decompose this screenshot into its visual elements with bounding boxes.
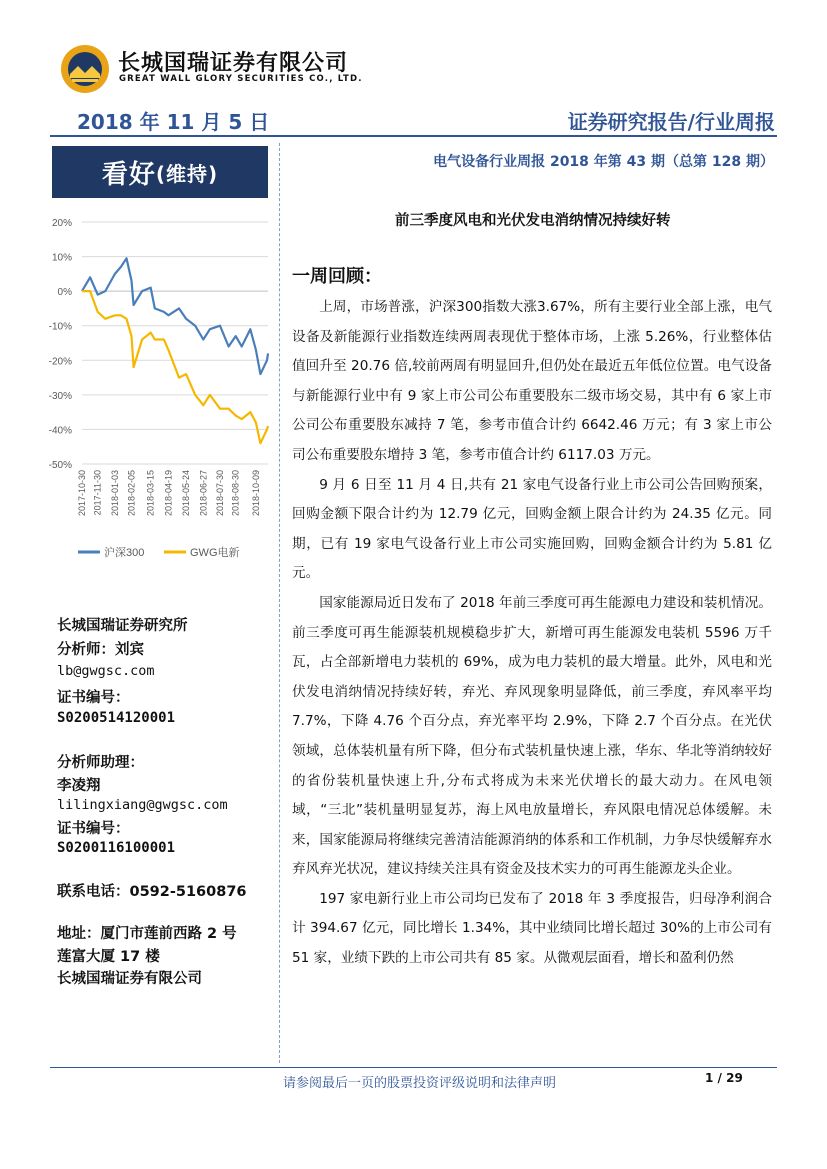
rating-main: 看好 bbox=[101, 159, 156, 190]
cert-label: 证书编号： bbox=[57, 690, 130, 706]
footer-divider bbox=[50, 1067, 777, 1068]
contact-phone: 联系电话：0592-5160876 bbox=[57, 884, 247, 900]
x-tick-label: 2018-01-03 bbox=[109, 470, 120, 517]
x-tick-label: 2018-06-27 bbox=[198, 470, 209, 517]
body-paragraph: 9 月 6 日至 11 月 4 日,共有 21 家电气设备行业上市公司公告回购预案，回购金额下限合计约为 12.79 亿元，回购金额上限合计约为 24.35 亿元。同期，已有 19 家电气设备行业上市公司实施回购，回购金额合计约为 5.81 亿元。 bbox=[292, 476, 772, 582]
address-line: 地址：厦门市莲前西路 2 号 bbox=[57, 926, 237, 942]
x-tick-label: 2018-08-30 bbox=[230, 470, 241, 517]
header-divider bbox=[50, 135, 777, 137]
company-name-en: GREAT WALL GLORY SECURITIES CO., LTD. bbox=[119, 74, 363, 84]
address-line: 莲富大厦 17 楼 bbox=[57, 949, 160, 965]
institute-name: 长城国瑞证券研究所 bbox=[57, 618, 188, 634]
body-paragraph: 197 家电新行业上市公司均已发布了 2018 年 3 季度报告，归母净利润合计 394.67 亿元，同比增长 1.34%，其中业绩同比增长超过 30%的上市公司有 51 家，业绩下跌的上市公司共有 85 家。从微观层面看，增长和盈利仍然 bbox=[292, 890, 772, 967]
x-tick-label: 2018-03-15 bbox=[145, 470, 156, 517]
x-tick-label: 2017-11-30 bbox=[92, 470, 103, 516]
performance-chart bbox=[40, 212, 275, 572]
assistant-email[interactable]: lilingxiang@gwgsc.com bbox=[57, 797, 228, 813]
article-title: 前三季度风电和光伏发电消纳情况持续好转 bbox=[395, 213, 671, 229]
analyst-name: 分析师：刘宾 bbox=[57, 642, 144, 658]
assistant-label: 分析师助理： bbox=[57, 755, 144, 771]
x-tick-label: 2018-02-05 bbox=[126, 470, 137, 517]
y-tick-label: -10% bbox=[48, 321, 72, 333]
section-heading: 一周回顾： bbox=[292, 266, 382, 287]
y-tick-label: 20% bbox=[51, 218, 72, 229]
analyst-email[interactable]: lb@gwgsc.com bbox=[57, 663, 155, 679]
company-name-cn: 长城国瑞证券有限公司 bbox=[118, 51, 349, 76]
analyst-cert-number: S0200514120001 bbox=[57, 710, 176, 726]
x-tick-label: 2018-05-24 bbox=[181, 470, 192, 517]
address-line: 长城国瑞证券有限公司 bbox=[57, 971, 202, 987]
report-type: 证券研究报告/行业周报 bbox=[567, 110, 775, 134]
y-tick-label: -50% bbox=[48, 460, 72, 471]
y-tick-label: -40% bbox=[48, 425, 72, 437]
y-tick-label: -30% bbox=[48, 390, 72, 402]
x-tick-label: 2018-10-09 bbox=[250, 470, 261, 517]
assistant-cert-number: S0200116100001 bbox=[57, 840, 176, 856]
legend-label: 沪深300 bbox=[104, 547, 145, 559]
legend-label: GWG电新 bbox=[190, 547, 240, 559]
y-tick-label: -20% bbox=[48, 356, 72, 368]
company-logo-icon bbox=[60, 44, 110, 94]
y-tick-label: 10% bbox=[51, 252, 72, 264]
column-divider bbox=[279, 143, 280, 1063]
article-body bbox=[292, 293, 772, 974]
body-paragraph: 上周，市场普涨，沪深300指数大涨3.67%，所有主要行业全部上涨，电气设备及新能源行业指数连续两周表现优于整体市场，上涨 5.26%，行业整体估值回升至 20.76 倍,较前两周有明显回升,但仍处在最近五年低位位置。电气设备与新能源行业中有 9 家上市公司公布重要股东二级市场交易，其中有 6 家上市公司公布重要股东减持 7 笔，参考市值合计约 6642.46 万元；有 3 家上市公司公布重要股东增持 3 笔，参考市值合计约 6117.03 万元。 bbox=[292, 299, 772, 463]
x-tick-label: 2017-10-30 bbox=[77, 470, 87, 517]
footer-disclaimer-note: 请参阅最后一页的股票投资评级说明和法律声明 bbox=[283, 1076, 557, 1091]
rating-badge bbox=[52, 146, 268, 198]
x-tick-label: 2018-04-19 bbox=[163, 470, 174, 517]
rating-sub: (维持) bbox=[155, 161, 219, 186]
page-number: 1 / 29 bbox=[705, 1071, 743, 1085]
issue-line: 电气设备行业周报 2018 年第 43 期（总第 128 期） bbox=[433, 154, 774, 170]
y-tick-label: 0% bbox=[57, 287, 72, 299]
x-tick-label: 2018-07-30 bbox=[214, 470, 225, 517]
assistant-name: 李凌翔 bbox=[57, 778, 101, 794]
series-line bbox=[82, 291, 268, 443]
body-paragraph: 国家能源局近日发布了 2018 年前三季度可再生能源电力建设和装机情况。前三季度可再生能源装机规模稳步扩大，新增可再生能源发电装机 5596 万千瓦，占全部新增电力装机的 69%，成为电力装机的最大增量。此外，风电和光伏发电消纳情况持续好转，弃光、弃风现象明显降低，前三季度，弃风率平均 7.7%，下降 4.76 个百分点，弃光率平均 2.9%，下降 2.7 个百分点。在光伏领域，总体装机量有所下降，但分布式装机量快速上涨，华东、华北等消纳较好的省份装机量快速上升,分布式将成为未来光伏增长的最大动力。在风电领域，“三北”装机量明显复苏，海上风电放量增长，弃风限电情况总体缓解。未来，国家能源局将继续完善清洁能源消纳的体系和工作机制，力争尽快缓解弃水弃风弃光状况，建议持续关注具有资金及技术实力的可再生能源龙头企业。 bbox=[292, 594, 772, 878]
report-date: 2018 年 11 月 5 日 bbox=[77, 110, 270, 134]
cert-label: 证书编号： bbox=[57, 821, 130, 837]
